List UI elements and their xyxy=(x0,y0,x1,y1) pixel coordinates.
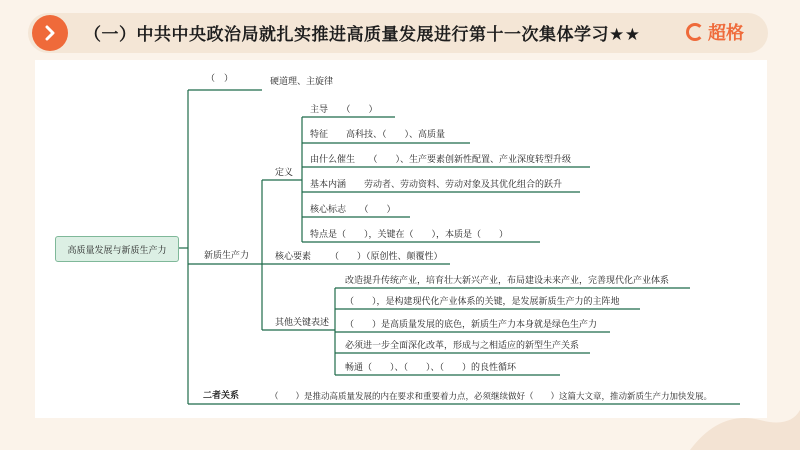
logo-text: 超格 xyxy=(708,23,744,44)
branch3-text: （ ）是推动高质量发展的内在要求和重要着力点，必须继续做好（ ）这篇大文章，推动新质生产力加快发展。 xyxy=(270,392,713,402)
other-item: 畅通（ ）、（ ）、（ ）的良性循环 xyxy=(345,363,517,373)
other-item: （ ）是高质量发展的底色，新质生产力本身就是绿色生产力 xyxy=(345,320,598,330)
other-label: 其他关键表述 xyxy=(275,318,330,328)
definition-item: 特点是（ ），关键在（ ），本质是（ ） xyxy=(310,230,509,240)
root-node: 高质量发展与新质生产力 xyxy=(55,236,179,262)
definition-item: 核心标志 （ ） xyxy=(310,205,396,215)
branch1-label: 硬道理、主旋律 xyxy=(270,77,334,87)
definition-item: 特征 高科技、（ ）、高质量 xyxy=(310,130,446,140)
page-title: （一）中共中央政治局就扎实推进高质量发展进行第十一次集体学习★★ xyxy=(84,25,641,45)
core-value: （ ）（原创性、颠覆性） xyxy=(330,252,443,262)
corner-decoration xyxy=(650,390,800,450)
definition-label: 定义 xyxy=(275,168,294,178)
other-item: （ ），是构建现代化产业体系的关键，是发展新质生产力的主阵地 xyxy=(345,297,620,307)
branch1-blank: （ ） xyxy=(206,74,234,84)
other-item: 必须进一步全面深化改革，形成与之相适应的新型生产关系 xyxy=(345,341,580,351)
core-label: 核心要素 xyxy=(275,252,312,262)
branch2-label: 新质生产力 xyxy=(204,251,250,261)
definition-item: 主导 （ ） xyxy=(310,105,378,115)
other-item: 改造提升传统产业，培育壮大新兴产业，布局建设未来产业，完善现代化产业体系 xyxy=(345,276,670,286)
definition-item: 由什么催生 （ ）、生产要素创新性配置、产业深度转型升级 xyxy=(310,155,572,165)
definition-item: 基本内涵 劳动者、劳动资料、劳动对象及其优化组合的跃升 xyxy=(310,180,563,190)
branch3-label: 二者关系 xyxy=(203,391,240,401)
